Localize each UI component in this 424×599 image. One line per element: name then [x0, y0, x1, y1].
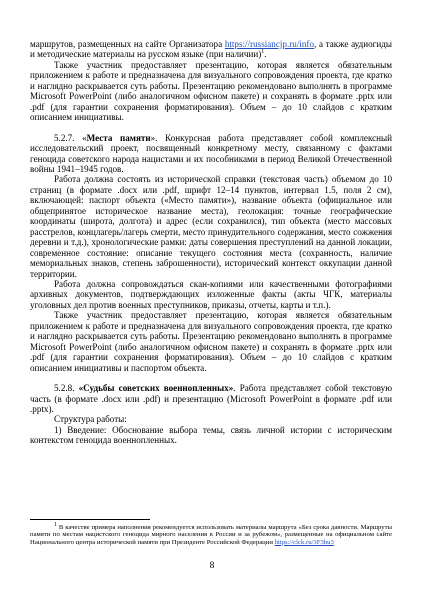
paragraph-1-text: маршрутов, размещенных на сайте Организатора [30, 39, 225, 49]
page-number: 8 [209, 561, 215, 571]
footnote-ref-1: 1 [261, 49, 265, 56]
paragraph-4: Работа должна состоять из исторической справки (текстовая часть) объемом до 10 страниц (в формате .docx или .pdf, шрифт 12–14 пунктов, интервал 1.5, поля 2 см), включающей: паспорт объекта («Место памяти»), название объекта (официальное или общепринятое историческое название места), геолокация: точные географические координаты (широта, долгота) и адрес (если сохранился), тип объекта (место массовых расстрелов, концлагерь/лагерь смерти, место принудительного содержания, место сожжения деревни и т.д.), хронологические рамки: даты совершения преступлений на данной локации, современное состояние: описание текущего состояния места (сохранность, наличие мемориальных знаков, степень заброшенности), исторический контекст оккупации данной территории. [30, 174, 392, 279]
footnote-link[interactable]: https://clck.ru/3F3hu3 [274, 538, 334, 546]
footnote [30, 521, 392, 546]
footnote-separator [30, 519, 150, 520]
body-text [30, 39, 392, 446]
paragraph-1-text-continued: , а также аудиогиды и методические материалы на русском языке (при наличии) [30, 39, 392, 60]
section-5-2-7-title: Места памяти [86, 132, 151, 143]
paragraph-5: Работа должна сопровождаться скан-копиями или качественными фотографиями архивных документов, подтверждающих изложенные факты (акты ЧГК, материалы уголовных дел против военных преступников, приказы, отчеты, карты и т.п.). [30, 278, 392, 310]
section-5-2-7-number: 5.2.7. « [54, 132, 87, 143]
organizer-site-link[interactable]: https://russiancjp.ru/info [224, 39, 314, 49]
paragraph-2: Также участник предоставляет презентацию, которая является обязательным приложением к работе и предназначена для визуального сопровождения проекта, где кратко и наглядно раскрывается суть работы. Презентацию рекомендовано выполнять в программе Microsoft PowerPoint (либо аналогичном офисном пакете) и сохранять в формате .pptx или .pdf (для гарантии сохранения форматирования). Объем – до 10 слайдов с кратким описанием инициативы. [30, 59, 392, 123]
footnote-text: В качестве примера наполнения рекомендуется использовать материалы маршрута «Без срока давности. Маршруты памяти по местам нацистского геноцида мирного населения в России и за рубежом», размещенные на официальном сайте Национального центра исторической памяти при Президенте Российской Федерации [30, 524, 392, 546]
paragraph-6: Также участник предоставляет презентацию, которая является обязательным приложением к работе и предназначена для визуального сопровождения проекта, где кратко и наглядно раскрывается суть работы. Презентацию рекомендовано выполнять в программе Microsoft PowerPoint (либо аналогичном офисном пакете) и сохранять в формате .pptx или .pdf (для гарантии сохранения форматирования). Объем – до 10 слайдов с кратким описанием инициативы и паспортом объекта. [30, 310, 392, 373]
paragraph-1 [30, 39, 392, 60]
paragraph-9: 1) Введение: Обоснование выбора темы, связь личной истории с историческим контекстом геноцида военнопленных. [30, 424, 392, 446]
section-5-2-8-title: «Судьбы советских военнопленных» [78, 383, 234, 394]
section-5-2-8 [30, 383, 392, 414]
section-5-2-7 [30, 133, 392, 175]
section-5-2-8-number: 5.2.8. [54, 383, 79, 394]
paragraph-1-period: . [264, 49, 267, 60]
section-5-2-7-text: ». Конкурсная работа представляет собой комплексный исследовательский проект, посвященный конкретному месту, связанному с фактами геноцида советского народа нацистами и их пособниками в период Великой Отечественной войны 1941–1945 годов. [30, 132, 393, 174]
section-5-2-8-text: . Работа представляет собой текстовую часть (в формате .docx или .pdf) и презентацию (Microsoft PowerPoint в формате .pdf или .pptx). [30, 383, 393, 414]
paragraph-8: Структура работы: [54, 414, 127, 425]
footnote-mark: 1 [54, 521, 57, 528]
